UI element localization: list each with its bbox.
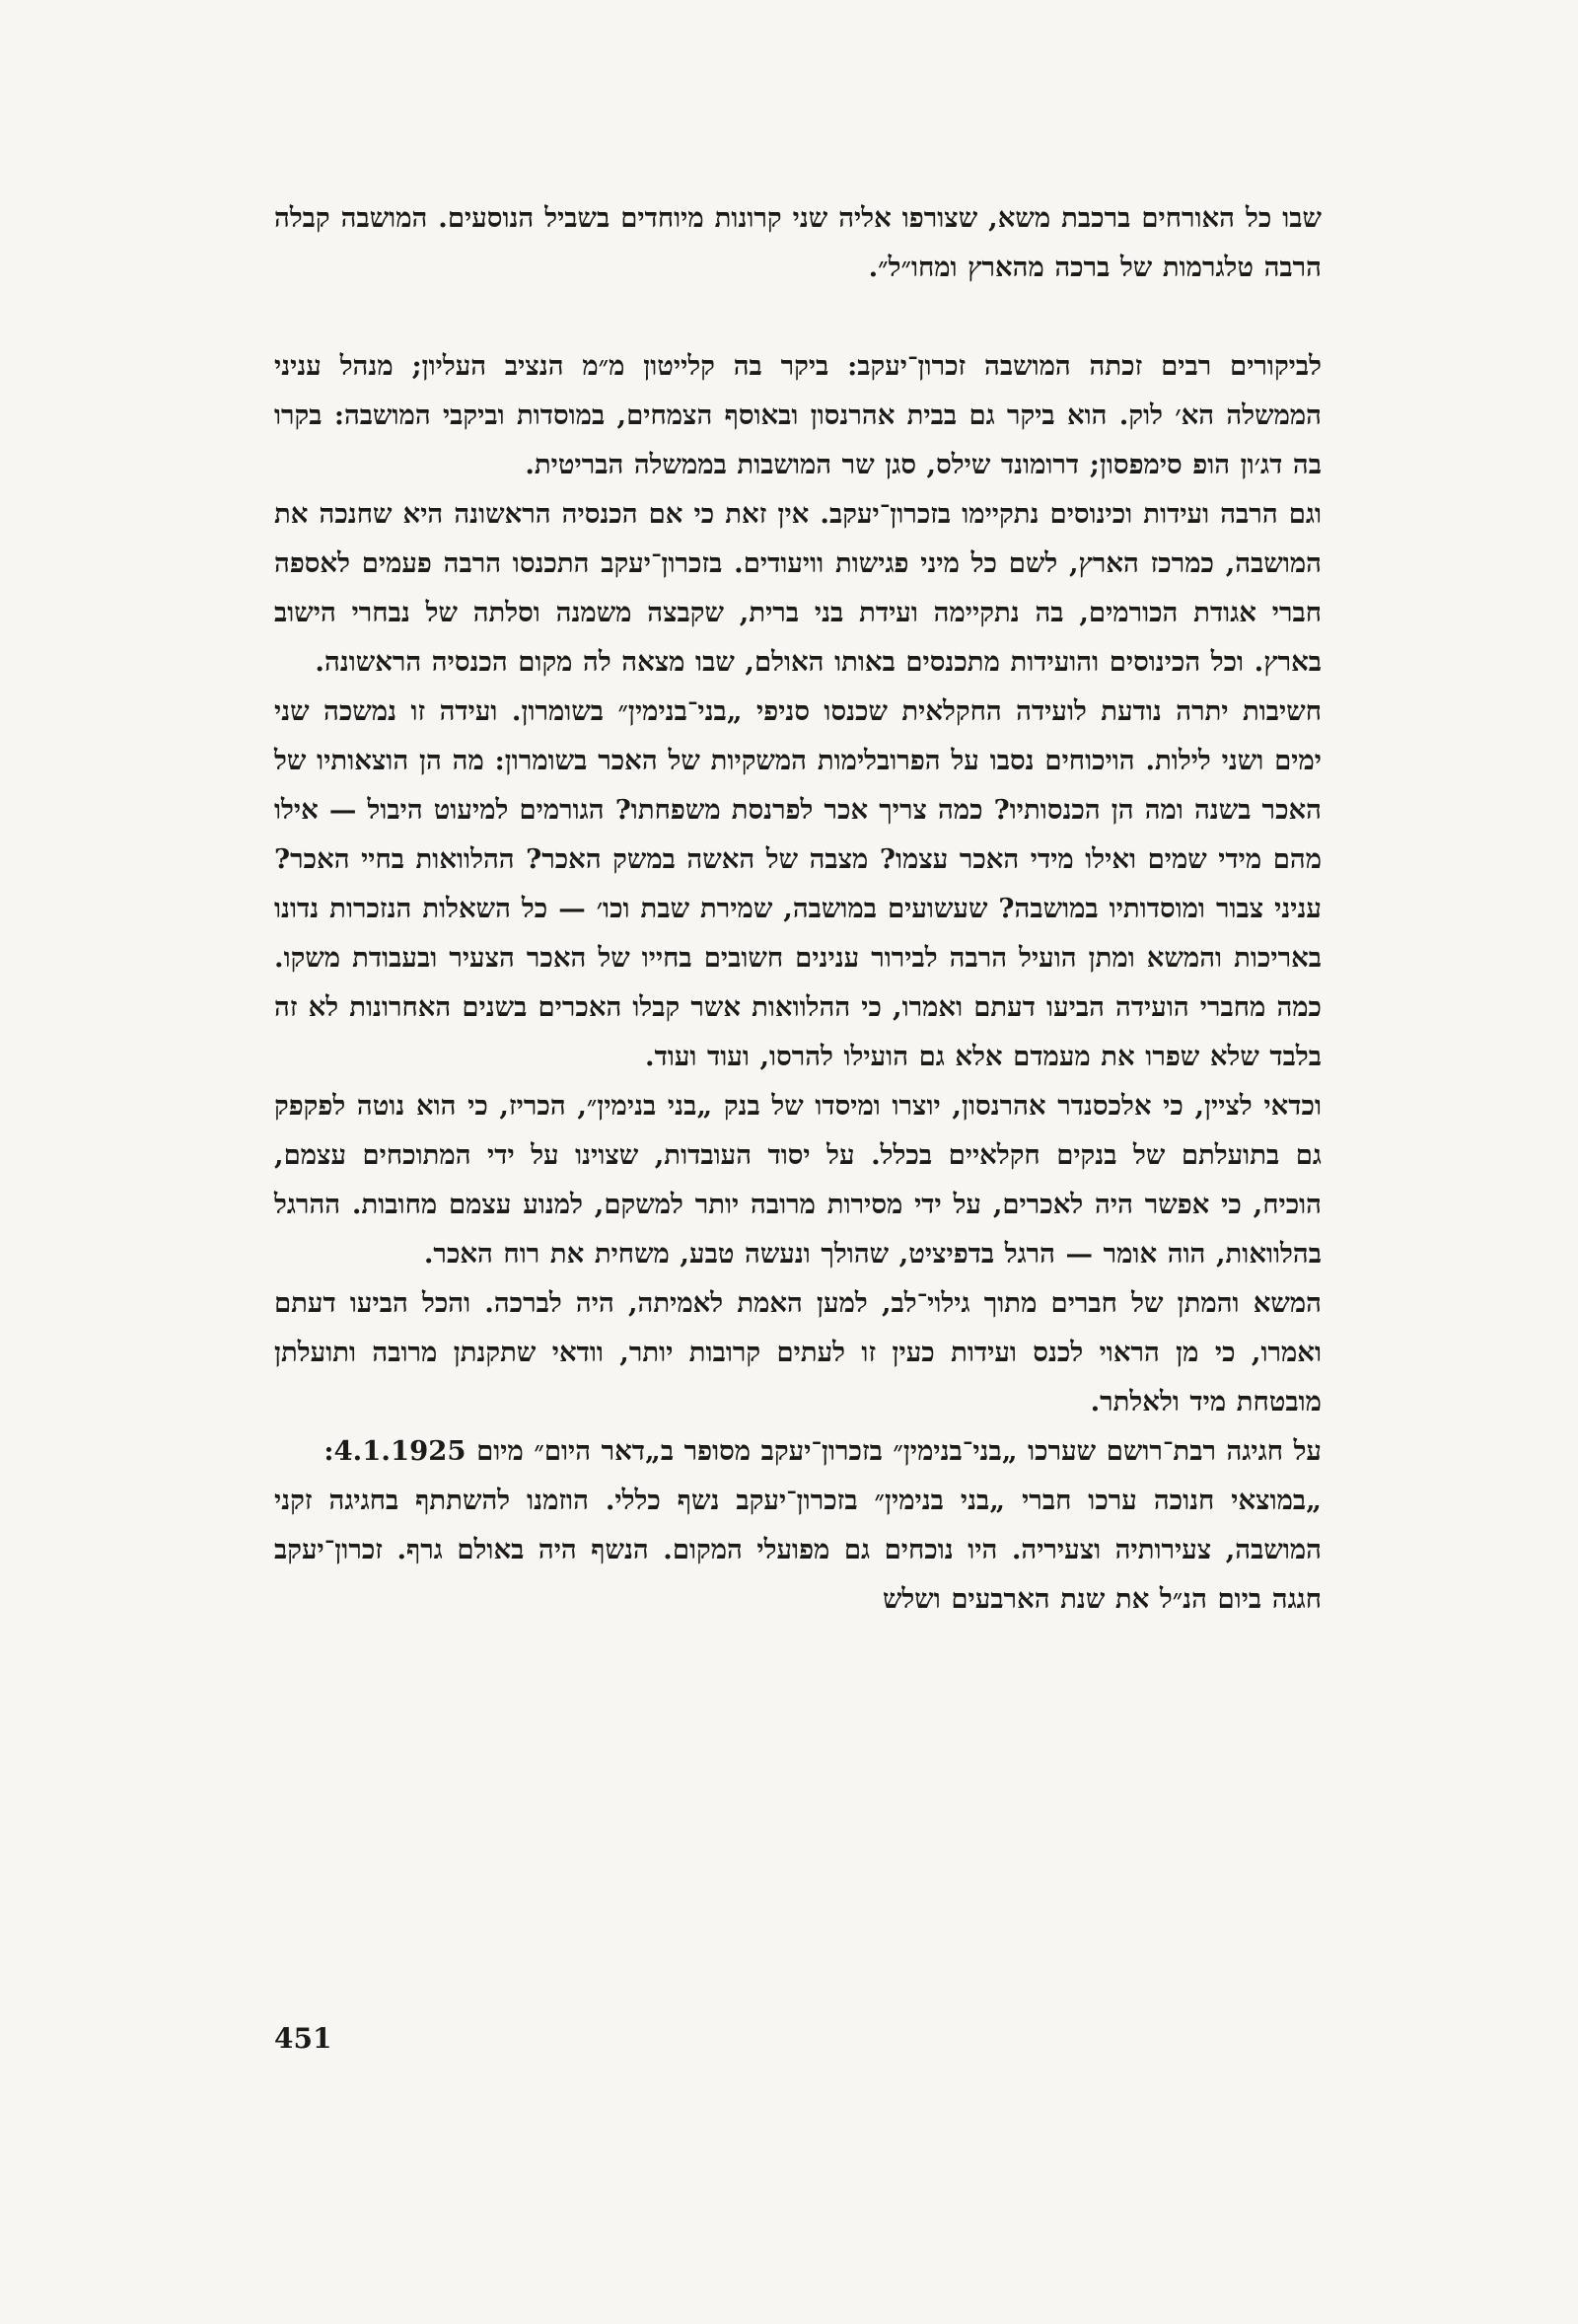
paragraph-guests-train: שבו כל האורחים ברכבת משא, שצורפו אליה שני קרונות מיוחדים בשביל הנוסעים. המושבה קבלה הרבה טלגרמות של ברכה מהארץ ומחו״ל״.: [274, 202, 1322, 283]
paragraph-aaronsohn-bank: וכדאי לציין, כי אלכסנדר אהרנסון, יוצרו ומיסדו של בנק „בני בנימין״, הכריז, כי הוא נוטה לפקפק גם בתועלתם של בנקים חקלאיים בכלל. על יסוד העובדות, שצוינו על ידי המתוכחים עצמם, הוכיח, כי אפשר היה לאכרים, על ידי מסירות מרובה יותר למשקם, למנוע עצמם מחובות. ההרגל בהלוואות, הוה אומר — הרגל בדפיציט, שהולך ונעשה טבע, משחית את רוח האכר.: [274, 1090, 1322, 1270]
paragraph-discussion-blessing: המשא והמתן של חברים מתוך גילוי־לב, למען האמת לאמיתה, היה לברכה. והכל הביעו דעתם ואמרו, כי מן הראוי לכנס ועידות כעין זו לעתים קרובות יותר, וודאי שתקנתן מרובה ותועלתן מובטחת מיד ולאלתר.: [274, 1287, 1322, 1417]
paragraph-agricultural-conference: חשיבות יתרה נודעת לועידה החקלאית שכנסו סניפי „בני־בנימין״ בשומרון. ועידה זו נמשכה שני ימים ושני לילות. הויכוחים נסבו על הפרובלימות המשקיות של האכר בשומרון: מה הן הוצאותיו של האכר בשנה ומה הן הכנסותיו? כמה צריך אכר לפרנסת משפחתו? הגורמים למיעוט היבול — אילו מהם מידי שמים ואילו מידי האכר עצמו? מצבה של האשה במשק האכר? ההלוואות בחיי האכר? עניני צבור ומוסדותיו במושבה? שעשועים במושבה, שמירת שבת וכו׳ — כל השאלות הנזכרות נדונו באריכות והמשא ומתן הועיל הרבה לבירור ענינים חשובים בחייו של האכר הצעיר ובעבודת משקו. כמה מחברי הועידה הביעו דעתם ואמרו, כי ההלוואות אשר קבלו האכרים בשנים האחרונות לא זה בלבד שלא שפרו את מעמדם אלא גם הועילו להרסו, ועוד ועוד.: [274, 695, 1322, 1072]
page-number: 451: [274, 2022, 332, 2055]
paragraph-visits: לביקורים רבים זכתה המושבה זכרון־יעקב: ביקר בה קלייטון מ״מ הנציב העליון; מנהל עניני הממשלה הא׳ לוק. הוא ביקר גם בבית אהרנסון ובאוסף הצמחים, במוסדות וביקבי המושבה: בקרו בה דג׳ון הופ סימפסון; דרומונד שילס, סגן שר המושבות בממשלה הבריטית.: [274, 350, 1322, 480]
paragraph-conferences: וגם הרבה ועידות וכינוסים נתקיימו בזכרון־יעקב. אין זאת כי אם הכנסיה הראשונה היא שחנכה את המושבה, כמרכז הארץ, לשם כל מיני פגישות וויעודים. בזכרון־יעקב התכנסו הרבה פעמים לאספה חברי אגודת הכורמים, בה נתקיימה ועידת בני ברית, שקבצה משמנה וסלתה של נבחרי הישוב בארץ. וכל הכינוסים והועידות מתכנסים באותו האולם, שבו מצאה לה מקום הכנסיה הראשונה.: [274, 498, 1322, 678]
paragraph-celebration-intro: על חגיגה רבת־רושם שערכו „בני־בנימין״ בזכרון־יעקב מסופר ב„דאר היום״ מיום 4.1.1925:: [323, 1435, 1322, 1467]
document-page: [274, 193, 1322, 2127]
paragraph-hanukkah-quote: „במוצאי חנוכה ערכו חברי „בני בנימין״ בזכרון־יעקב נשף כללי. הוזמנו להשתתף בחגיגה זקני המושבה, צעירותיה וצעיריה. היו נוכחים גם מפועלי המקום. הנשף היה באולם גרף. זכרון־יעקב חגגה ביום הנ״ל את שנת הארבעים ושלש: [274, 1485, 1322, 1615]
